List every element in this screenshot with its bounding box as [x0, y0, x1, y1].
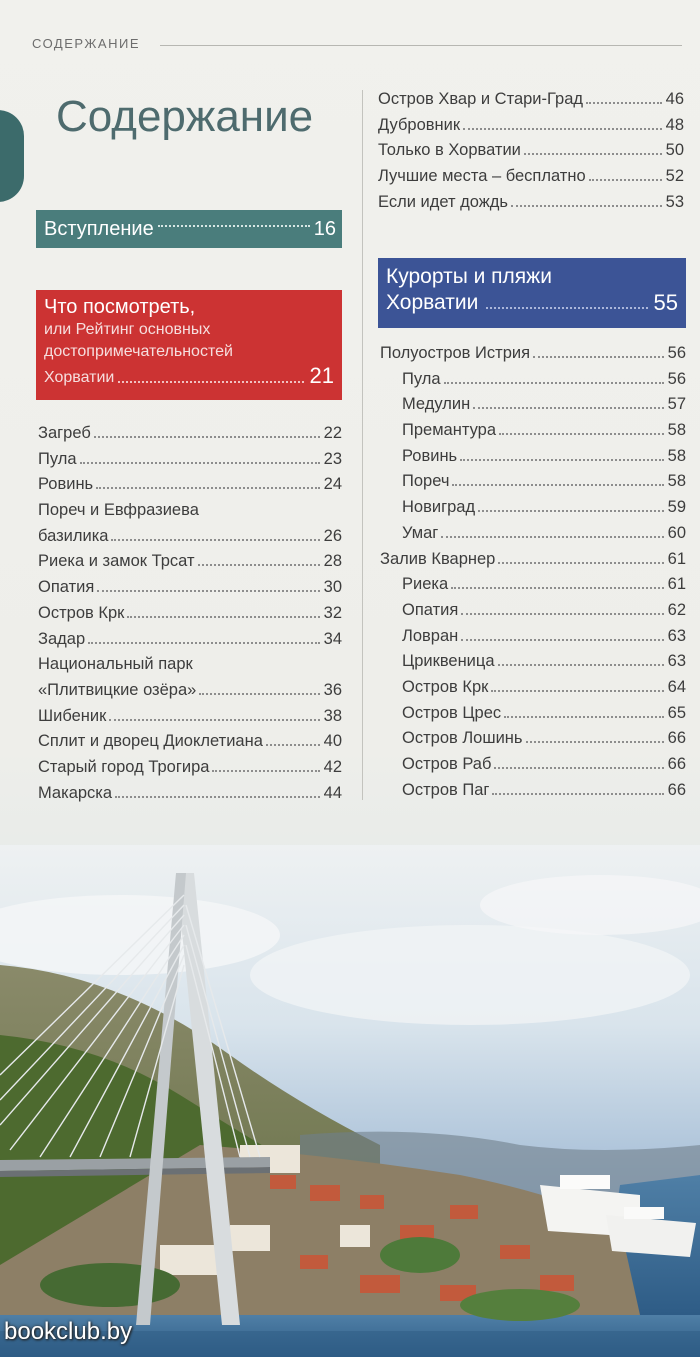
- toc-entry-page: 38: [323, 706, 342, 725]
- dot-leader: [499, 433, 664, 435]
- dot-leader: [533, 356, 664, 358]
- toc-entry-page: 42: [323, 757, 342, 776]
- section-resorts-title-1: Курорты и пляжи: [386, 265, 552, 288]
- toc-entry-page: 59: [667, 498, 686, 517]
- section-sights-subtitle-1: или Рейтинг основных: [44, 321, 211, 338]
- section-sights-subtitle-3: Хорватии: [44, 369, 115, 386]
- dot-leader: [158, 225, 310, 227]
- dot-leader: [115, 796, 320, 798]
- toc-entry-page: 66: [667, 729, 686, 748]
- toc-entry-label: Национальный парк: [38, 655, 193, 674]
- toc-entry-label: Ровинь: [38, 475, 94, 494]
- toc-entry-page: 40: [323, 732, 342, 751]
- dot-leader: [504, 716, 663, 718]
- dot-leader: [461, 613, 663, 615]
- section-sights-title: Что посмотреть,: [44, 296, 196, 318]
- dot-leader: [498, 664, 664, 666]
- toc-entry-label: Задар: [38, 629, 86, 648]
- toc-entry-label: Загреб: [38, 424, 91, 442]
- toc-entry-page: 24: [323, 475, 342, 494]
- toc-entry-page: 60: [667, 523, 686, 542]
- dot-leader: [199, 693, 319, 695]
- cover-photo-bridge: [0, 845, 700, 1357]
- dot-leader: [88, 642, 320, 644]
- section-resorts[interactable]: [378, 258, 686, 328]
- toc-entry-page: 44: [323, 783, 342, 802]
- toc-entry-page: 58: [667, 472, 686, 491]
- toc-entry-page: 61: [667, 549, 686, 568]
- toc-entry-label: Только в Хорватии: [378, 141, 521, 160]
- toc-entry-page: 66: [667, 755, 686, 773]
- toc-entry[interactable]: [380, 472, 686, 498]
- toc-entry-page: 58: [667, 421, 686, 440]
- toc-entry[interactable]: [38, 604, 342, 630]
- bridge-photo-illustration: [0, 845, 700, 1357]
- toc-entry[interactable]: [378, 116, 684, 142]
- toc-entry-label: Остров Лошинь: [402, 729, 523, 748]
- dot-leader: [526, 741, 664, 743]
- section-intro-label: Вступление: [44, 217, 154, 240]
- dot-leader: [586, 102, 662, 104]
- toc-entry[interactable]: [380, 344, 686, 370]
- dot-leader: [198, 564, 320, 566]
- toc-entry-label: «Плитвицкие озёра»: [38, 680, 197, 699]
- toc-entry-label: Если идет дождь: [378, 192, 508, 211]
- toc-entry[interactable]: [380, 447, 686, 473]
- toc-entry[interactable]: [380, 729, 686, 755]
- toc-entry[interactable]: [380, 601, 686, 627]
- toc-entry-label: Остров Крк: [402, 677, 489, 696]
- toc-entry-page: 57: [667, 395, 686, 414]
- toc-right-bottom-column: [380, 344, 686, 806]
- toc-entry[interactable]: [380, 652, 686, 678]
- toc-entry[interactable]: [380, 524, 686, 550]
- toc-entry-label: Новиград: [402, 498, 476, 517]
- toc-entry-label: Риека и замок Трсат: [38, 552, 195, 571]
- dot-leader: [498, 562, 663, 564]
- toc-entry-label: Риека: [402, 575, 449, 594]
- dot-leader: [460, 459, 663, 461]
- toc-entry[interactable]: [38, 655, 342, 681]
- toc-entry[interactable]: [38, 475, 342, 501]
- dot-leader: [109, 719, 319, 721]
- toc-entry-page: 61: [667, 575, 686, 594]
- dot-leader: [486, 307, 647, 309]
- toc-entry[interactable]: [38, 450, 342, 476]
- toc-entry-page: 65: [667, 703, 686, 722]
- toc-entry-label: Остров Црес: [402, 703, 502, 722]
- watermark-text: bookclub.by: [4, 1318, 133, 1345]
- dot-leader: [473, 407, 663, 409]
- toc-entry[interactable]: [380, 370, 686, 396]
- running-header: СОДЕРЖАНИЕ: [32, 36, 141, 51]
- toc-entry-page: 28: [323, 552, 342, 571]
- toc-entry-label: Премантура: [402, 421, 497, 440]
- toc-entry-label: Пореч и Евфразиева: [38, 501, 199, 520]
- toc-entry-label: Дубровник: [378, 115, 461, 134]
- dot-leader: [96, 487, 319, 489]
- toc-entry-label: Сплит и дворец Диоклетиана: [38, 732, 263, 751]
- toc-entry[interactable]: [38, 707, 342, 733]
- toc-entry-label: Шибеник: [38, 706, 107, 725]
- toc-entry-page: 36: [323, 680, 342, 699]
- toc-entry-label: Остров Раб: [402, 755, 492, 773]
- dot-leader: [94, 436, 320, 438]
- toc-entry-page: 52: [665, 167, 684, 186]
- toc-entry[interactable]: [38, 784, 342, 810]
- toc-entry[interactable]: [380, 704, 686, 730]
- toc-entry-page: 56: [667, 344, 686, 362]
- toc-entry-page: 63: [667, 626, 686, 645]
- toc-entry-label: Залив Кварнер: [380, 549, 496, 568]
- toc-entry-page: 46: [665, 90, 684, 108]
- toc-entry-page: 63: [667, 652, 686, 671]
- toc-entry[interactable]: [378, 167, 684, 193]
- toc-entry[interactable]: [38, 527, 342, 553]
- toc-entry-label: Ловран: [402, 626, 459, 645]
- column-divider: [362, 90, 363, 800]
- section-sights-subtitle-2: достопримечательностей: [44, 343, 233, 360]
- toc-entry[interactable]: [380, 421, 686, 447]
- dot-leader: [127, 616, 319, 618]
- toc-entry-page: 58: [667, 446, 686, 465]
- dot-leader: [478, 510, 664, 512]
- toc-entry[interactable]: [38, 552, 342, 578]
- toc-entry-page: 64: [667, 677, 686, 696]
- toc-entry-label: Пула: [38, 449, 77, 468]
- toc-entry[interactable]: [38, 681, 342, 707]
- toc-entry-label: Медулин: [402, 395, 471, 414]
- toc-entry[interactable]: [378, 141, 684, 167]
- toc-entry-label: Ровинь: [402, 446, 458, 465]
- toc-entry-page: 50: [665, 141, 684, 160]
- toc-entry[interactable]: [380, 678, 686, 704]
- section-sights-page: 21: [309, 363, 334, 388]
- toc-entry[interactable]: [38, 732, 342, 758]
- toc-entry-label: Макарска: [38, 783, 113, 802]
- dot-leader: [492, 793, 663, 795]
- toc-entry[interactable]: [38, 501, 342, 527]
- toc-entry-page: 26: [323, 526, 342, 545]
- toc-entry-page: 66: [667, 780, 686, 799]
- toc-entry[interactable]: [38, 630, 342, 656]
- dot-leader: [441, 536, 663, 538]
- toc-entry[interactable]: [380, 755, 686, 781]
- toc-entry-label: Полуостров Истрия: [380, 344, 531, 362]
- toc-entry[interactable]: [38, 758, 342, 784]
- dot-leader: [212, 770, 319, 772]
- toc-entry[interactable]: [380, 550, 686, 576]
- toc-entry[interactable]: [380, 575, 686, 601]
- toc-entry[interactable]: [380, 395, 686, 421]
- dot-leader: [452, 484, 663, 486]
- toc-entry-label: Пореч: [402, 472, 450, 491]
- section-resorts-page: 55: [653, 290, 678, 315]
- section-intro-page: 16: [313, 217, 336, 240]
- dot-leader: [491, 690, 663, 692]
- toc-entry[interactable]: [380, 498, 686, 524]
- dot-leader: [494, 767, 663, 769]
- toc-entry-label: Лучшие места – бесплатно: [378, 167, 586, 186]
- toc-entry-label: Остров Паг: [402, 780, 490, 799]
- toc-entry[interactable]: [38, 578, 342, 604]
- dot-leader: [80, 462, 320, 464]
- dot-leader: [97, 590, 319, 592]
- section-intro[interactable]: [36, 210, 342, 248]
- toc-entry-label: Остров Хвар и Стари-Град: [378, 90, 584, 108]
- toc-entry-label: Старый город Трогира: [38, 757, 210, 776]
- dot-leader: [444, 382, 664, 384]
- section-sights-last-line: [44, 363, 334, 389]
- toc-entry-label: Цриквеница: [402, 652, 495, 671]
- toc-entry-label: Опатия: [402, 600, 459, 619]
- toc-entry[interactable]: [378, 193, 684, 219]
- toc-entry[interactable]: [378, 90, 684, 116]
- toc-entry-page: 53: [665, 192, 684, 211]
- toc-left-column: [38, 424, 342, 809]
- toc-right-top-column: [378, 90, 684, 218]
- toc-entry-page: 32: [323, 603, 342, 622]
- dot-leader: [463, 128, 662, 130]
- chapter-tab-marker: [0, 110, 24, 202]
- toc-entry[interactable]: [38, 424, 342, 450]
- dot-leader: [589, 179, 662, 181]
- dot-leader: [461, 639, 663, 641]
- toc-entry-page: 34: [323, 629, 342, 648]
- toc-entry-label: Остров Крк: [38, 603, 125, 622]
- toc-entry-label: базилика: [38, 526, 109, 545]
- toc-entry[interactable]: [380, 627, 686, 653]
- toc-entry-page: 48: [665, 115, 684, 134]
- dot-leader: [451, 587, 663, 589]
- toc-entry-page: 62: [667, 600, 686, 619]
- dot-leader: [118, 381, 303, 383]
- toc-entry-label: Умаг: [402, 523, 439, 542]
- toc-entry-page: 56: [667, 369, 686, 388]
- toc-entry[interactable]: [380, 781, 686, 807]
- section-resorts-title-2: Хорватии: [386, 291, 479, 314]
- toc-entry-page: 23: [323, 449, 342, 468]
- header-rule: [160, 45, 682, 46]
- toc-entry-page: 30: [323, 578, 342, 597]
- section-resorts-last-line: [386, 290, 678, 316]
- toc-entry-label: Пула: [402, 369, 441, 388]
- dot-leader: [524, 153, 662, 155]
- dot-leader: [511, 205, 662, 207]
- dot-leader: [111, 539, 319, 541]
- toc-entry-label: Опатия: [38, 578, 95, 597]
- dot-leader: [266, 744, 320, 746]
- section-sights[interactable]: [36, 290, 342, 400]
- page-title: Содержание: [56, 92, 314, 141]
- toc-entry-page: 22: [323, 424, 342, 442]
